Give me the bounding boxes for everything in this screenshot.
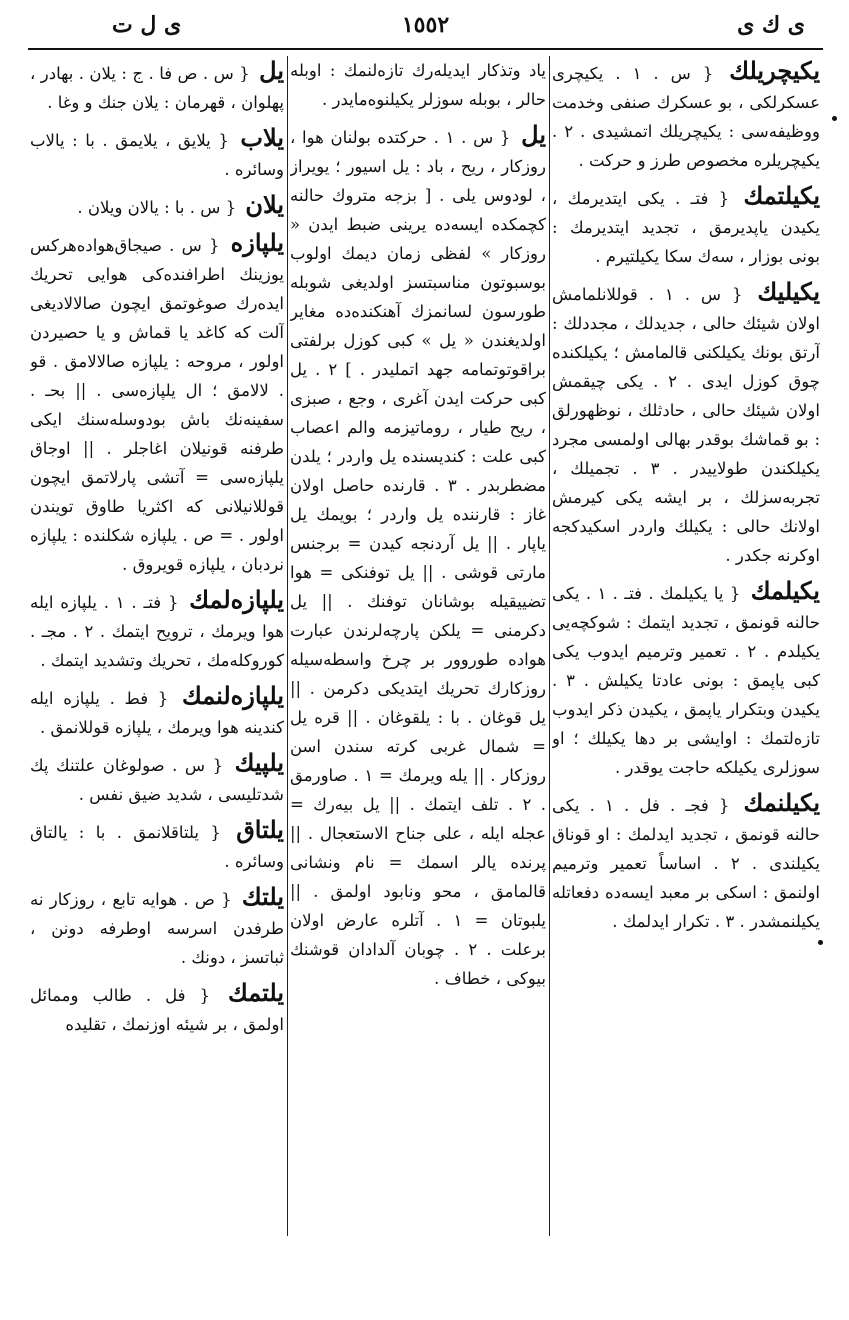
dictionary-entry bbox=[30, 681, 284, 742]
entry-headword: یكیلیك bbox=[757, 277, 820, 306]
dictionary-entry bbox=[30, 56, 284, 117]
entry-headword: یلپازه bbox=[230, 228, 284, 257]
column-left bbox=[30, 56, 284, 1236]
entry-headword: یلپازه‌لنمك bbox=[182, 681, 284, 710]
column-divider-left bbox=[287, 56, 288, 1236]
entry-headword: یلان bbox=[245, 190, 284, 219]
entry-definition: { یا یكیلمك . فتـ . ١ . یكی حالنه قونمق ، تجدید ایتمك : شوكچه‌یی یكیلدم . ٢ . تعمیر وترمیم ایدوب یكی كبی یاپمق : بونی عادتا یكیلش . ٣ . یكیدن وبتكرار یاپمق ، یكیدن ذكر ایدوب تازه‌لتمك : اوایشی بر دها یكیلك ؛ او سوزلری یكیلكه حاجت یوقدر . bbox=[552, 584, 820, 777]
entry-definition: { س . صولوغان علتنك پك شدتلیسی ، شدید ضیق نفس . bbox=[30, 756, 284, 804]
entry-definition: { یلایق ، یلایمق . با : یالاب وسائره . bbox=[30, 131, 284, 179]
entry-definition: { س . ١ . حركتده بولنان هوا ، روزكار ، ریح ، باد : یل اسیور ؛ یویراز ، لودوس یلی . [ بزجه متروك حالنه كچمكده ایسه‌ده یرینی ضبط ایدن « روزكار » لفظی زمان دیمك اولوب بوسبوتون مناسبتسز اولدیغی شوبله طورسون لسانمزك آهنكنده‌ده مغایر اولدیغندن « یل » كبی كوزل برلفتی براقوتوتمامه جهد اتملیدر . ] ٢ . یل كبی حركت ایدن آغری ، وجع ، صبزی ، ریح طیار ، روماتیزمه والم اعصاب كبی علت : كندیسنده یل واردر ؛ یلدن مضطربدر . ٣ . قارنده حاصل اولان غاز : قارننده یل واردر ؛ بویمك یل یاپار . || یل آردنجه كیدن = برجنس مارتی قوشی . || یل توفنكی = هوا تضییقیله بوشانان توفنك . || یل دكرمنی = یلكن پارچه‌لرندن عبارت هواده طوروور بر چرخ واسطه‌سیله روزكارك تحریك ایتدیكی دكرمن . || یل قوغان . با : یلقوغان . || قره یل = شمال غربی كرته سندن اسن روزكار . || یله ویرمك = ١ . صاورمق . ٢ . تلف ایتمك . || یل بیه‌رك = عجله ایله ، علی جناح الاستعجال . || پرنده یالر اسمك = نام ونشانی قالمامق ، محو ونابود اولمق . || یلبوتان = ١ . آتلره عارض اولان برعلت . ٢ . چوبان آلدادان قوشنك بیوكی ، خطاف . bbox=[290, 128, 546, 988]
header-left-letters: ی ل ت bbox=[112, 12, 182, 38]
dictionary-entry bbox=[30, 228, 284, 579]
entry-definition: { فل . طالب وممائل اولمق ، بر شیئه اوزنمك ، تقلیده bbox=[30, 986, 284, 1034]
margin-mark bbox=[832, 116, 837, 121]
entry-definition: { فجـ . فل . ١ . یكی حالنه قونمق ، تجدید ایدلمك : او قوناق یكیلندی . ٢ . اساساً تعمیر وترمیم اولنمق : اسكی بر معبد ایسه‌ده دفعاتله یكیلنمشدر . ٣ . تكرار ایدلمك . bbox=[552, 796, 820, 931]
column-right bbox=[552, 56, 820, 1236]
dictionary-entry bbox=[30, 190, 284, 222]
entry-definition: { س . ١ . یكیچری عسكرلكی ، بو عسكرك صنفی وخدمت ووظیفه‌سی : یكیچریلك اتمشیدی . ٢ . یكیچریلره مخصوص طرز و حركت . bbox=[552, 64, 820, 170]
dictionary-entry bbox=[290, 120, 546, 993]
header-rule bbox=[28, 48, 823, 50]
entry-headword: یلپیك bbox=[234, 748, 284, 777]
entry-definition: { ص . هوایه تابع ، روزكار نه طرفدن اسرسه اوطرفه دونن ، ثباتسز ، دونك . bbox=[30, 890, 284, 967]
entry-definition: { فط . یلپازه ایله كندینه هوا ویرمك ، یلپازه قوللانمق . bbox=[30, 689, 284, 737]
column-middle bbox=[290, 56, 546, 1236]
dictionary-entry bbox=[30, 978, 284, 1039]
entry-headword: یلتك bbox=[241, 882, 284, 911]
entry-definition: { س . ١ . قوللانلمامش اولان شیئك حالی ، جدیدلك ، مجددلك : آرتق بونك یكیلكنی قالمامش ؛ یكیلكنده چوق كوزل ایدی . ٢ . یكی چیقمش اولان شیئك حالی ، حادثلك ، نوظهورلق : بو قماشك بوقدر بهالی اولمسی مجرد یكیلكندن طولاییدر . ٣ . تجمیلك ، تجربه‌سزلك ، بر ایشه یكی كیرمش اولانك حالی : یكیلك واردر اسكیدكجه اوكرنه جكدر . bbox=[552, 285, 820, 565]
dictionary-entry bbox=[30, 585, 284, 675]
dictionary-entry bbox=[30, 815, 284, 876]
entry-headword: یكیلتمك bbox=[743, 181, 820, 210]
margin-mark bbox=[818, 940, 823, 945]
page-header bbox=[28, 12, 823, 46]
dictionary-entry bbox=[30, 882, 284, 972]
entry-headword: یل bbox=[521, 120, 546, 149]
entry-definition: { فتـ . یكی ایتدیرمك ، یكیدن یاپدیرمق ، تجدید ایتدیرمك : بونی بوزار ، سه‌ك سكا یكیلتیرم . bbox=[552, 189, 820, 266]
dictionary-entry bbox=[30, 123, 284, 184]
entry-definition: { یلتاقلانمق . با : یالتاق وسائره . bbox=[30, 823, 284, 871]
dictionary-entry bbox=[552, 576, 820, 782]
entry-definition: { س . با : یالان ویلان . bbox=[77, 198, 237, 217]
entry-headword: یكیچریلك bbox=[729, 56, 820, 85]
entry-headword: یل bbox=[259, 56, 284, 85]
entry-headword: یكیلمك bbox=[750, 576, 820, 605]
header-right-letters: ی ك ی bbox=[737, 12, 805, 38]
entry-definition: { س . ص فا . ج : یلان . بهادر ، پهلوان ، قهرمان : یلان جنك و وغا . bbox=[30, 64, 284, 112]
entry-headword: یلاب bbox=[240, 123, 284, 152]
entry-definition: یاد وتذكار ایدیله‌رك تازه‌لنمك : اوبله حالر ، بوبله سوزلر یكیلنوه‌مایدر . bbox=[290, 61, 546, 109]
dictionary-entry bbox=[552, 181, 820, 271]
entry-headword: یلتمك bbox=[228, 978, 284, 1007]
dictionary-entry bbox=[552, 277, 820, 570]
page-number: ١٥٥٢ bbox=[401, 12, 450, 38]
entry-headword: یلپازه‌لمك bbox=[189, 585, 284, 614]
column-divider-right bbox=[549, 56, 550, 1236]
dictionary-entry-continued bbox=[290, 56, 546, 114]
entry-definition: { س . صیجاق‌هواده‌هركس یوزینك اطرافنده‌كی هوایی تحریك ایده‌رك صوغوتمق ایچون صالالادیغی آلت كه كاغد یا قماش و یا حصیردن اولور ، مروحه : یلپازه صالالامق . قو . لالامق ؛ ال یلپازه‌سی . || بحـ . سفینه‌نك باش بودوسله‌سنك ایكی طرفنه قونیلان اغاجلر . || اوجاق یلپازه‌سی = آتشی پارلاتمق ایچون قوللانیلانی كه اكثریا طاوق تویندن اولور . = ص . یلپازه شكلنده : یلپازه نردبان ، یلپازه قویروق . bbox=[30, 236, 284, 574]
entry-definition: { فتـ . ١ . یلپازه ایله هوا ویرمك ، ترویح ایتمك . ٢ . مجـ . كوروكله‌مك ، تحریك وتشدید ایتمك . bbox=[30, 593, 284, 670]
dictionary-entry bbox=[30, 748, 284, 809]
entry-headword: یلتاق bbox=[236, 815, 284, 844]
dictionary-entry bbox=[552, 788, 820, 936]
entry-headword: یكیلنمك bbox=[743, 788, 820, 817]
dictionary-entry bbox=[552, 56, 820, 175]
